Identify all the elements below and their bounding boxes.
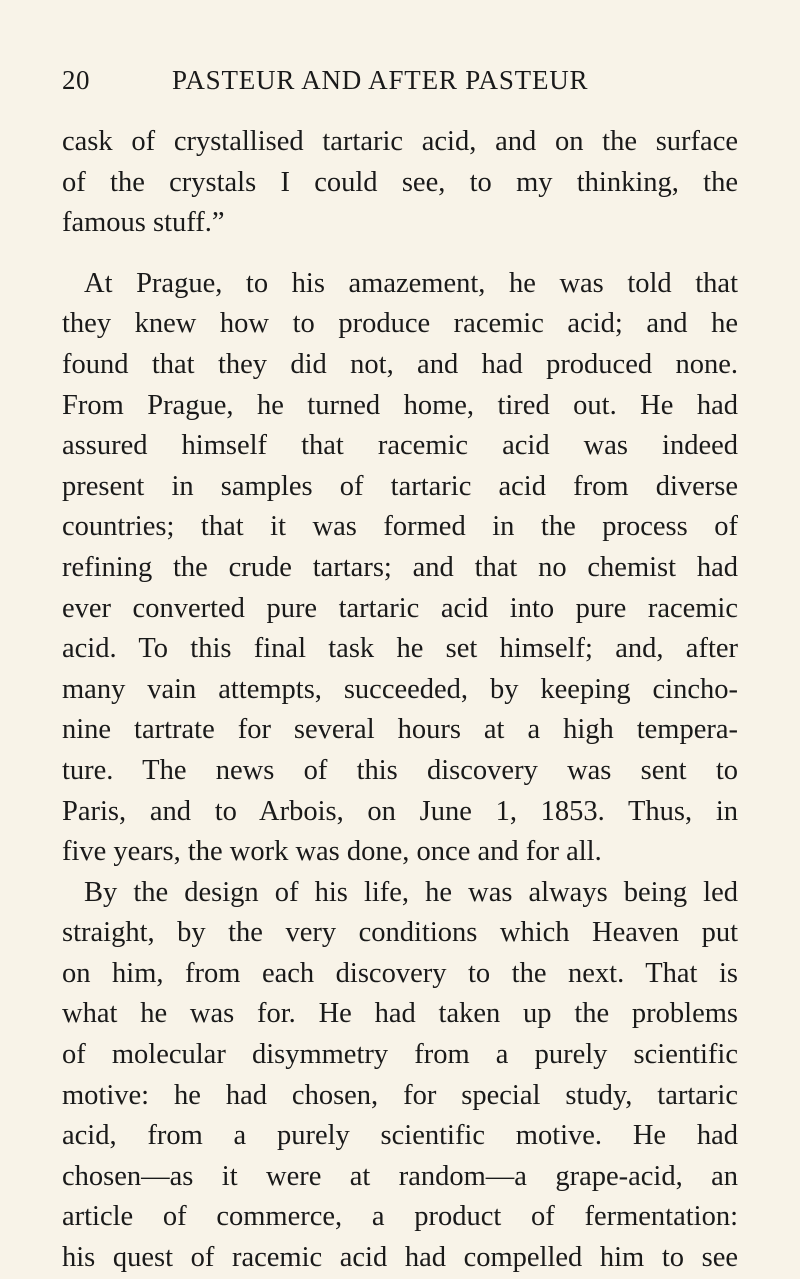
text-line: article of commerce, a product of fermentation: <box>62 1201 738 1233</box>
text-line: of the crystals I could see, to my thinking, the <box>62 166 738 198</box>
text-line: what he was for. He had taken up the problems <box>62 998 738 1030</box>
text-line: famous stuff.” <box>62 207 225 239</box>
paragraph-3 <box>62 873 738 1279</box>
text-line: of molecular disymmetry from a purely scientific <box>62 1039 738 1071</box>
text-line: five years, the work was done, once and for all. <box>62 836 602 868</box>
text-line: From Prague, he turned home, tired out. He had <box>62 389 738 421</box>
text-line: Paris, and to Arbois, on June 1, 1853. Thus, in <box>62 795 738 827</box>
text-line: acid. To this final task he set himself; and, after <box>62 633 738 665</box>
body-text <box>62 122 738 1279</box>
paragraph-spacer <box>62 244 738 264</box>
text-line: acid, from a purely scientific motive. He had <box>62 1120 738 1152</box>
text-line: present in samples of tartaric acid from diverse <box>62 470 738 502</box>
text-line: ever converted pure tartaric acid into pure racemic <box>62 592 738 624</box>
page-number: 20 <box>62 65 90 95</box>
text-line: refining the crude tartars; and that no chemist had <box>62 551 738 583</box>
text-line: on him, from each discovery to the next. That is <box>62 957 738 989</box>
running-title: PASTEUR AND AFTER PASTEUR <box>172 65 589 95</box>
paragraph-2 <box>62 264 738 873</box>
text-line: his quest of racemic acid had compelled him to see <box>62 1242 738 1274</box>
text-line: nine tartrate for several hours at a high tempera- <box>62 714 738 746</box>
paragraph-1 <box>62 122 738 244</box>
text-line: cask of crystallised tartaric acid, and on the surface <box>62 126 738 157</box>
text-line: motive: he had chosen, for special study, tartaric <box>62 1079 738 1111</box>
text-line: assured himself that racemic acid was indeed <box>62 430 738 462</box>
running-head <box>62 60 738 100</box>
text-line: they knew how to produce racemic acid; and he <box>62 308 738 340</box>
text-line: At Prague, to his amazement, he was told that <box>84 267 738 299</box>
text-line: straight, by the very conditions which Heaven put <box>62 917 738 949</box>
text-line: By the design of his life, he was always being led <box>84 876 738 908</box>
text-line: many vain attempts, succeeded, by keeping cincho- <box>62 673 738 705</box>
text-line: chosen—as it were at random—a grape-acid, an <box>62 1160 738 1192</box>
text-line: ture. The news of this discovery was sent to <box>62 754 738 786</box>
book-page <box>62 60 738 1279</box>
text-line: countries; that it was formed in the process of <box>62 511 738 543</box>
text-line: found that they did not, and had produced none. <box>62 348 738 380</box>
